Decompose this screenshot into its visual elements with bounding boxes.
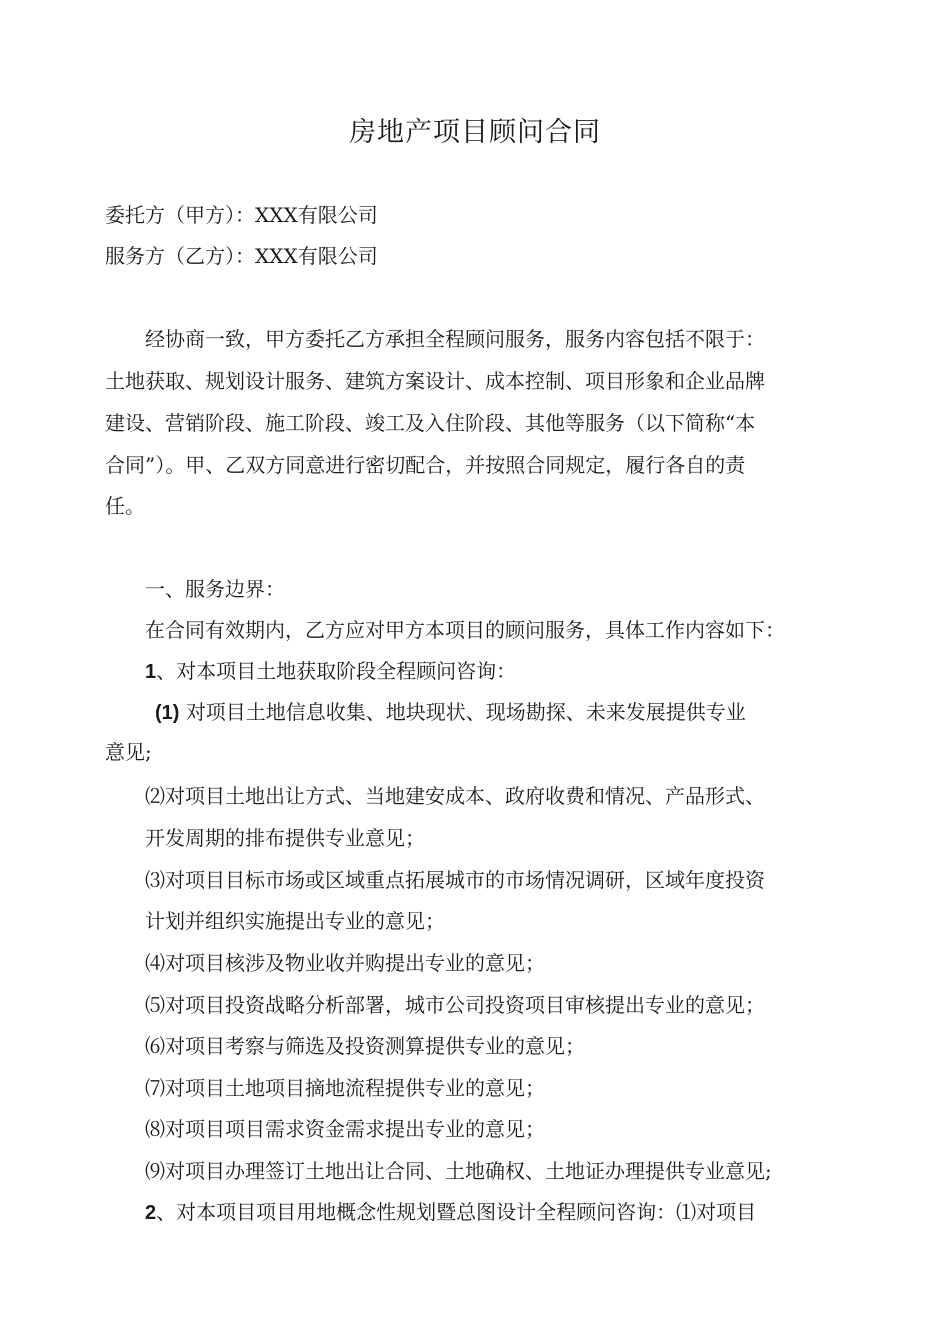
sub-item-5: ⑸对项目投资战略分析部署，城市公司投资项目审核提出专业的意见； xyxy=(145,993,765,1017)
sub-item-8: ⑻对项目项目需求资金需求提出专业的意见； xyxy=(145,1117,545,1141)
item-1-text: 、对本项目土地获取阶段全程顾问咨询： xyxy=(156,659,517,683)
item-1-number: 1 xyxy=(145,661,157,683)
sub-item-1 xyxy=(155,697,746,728)
sub-item-2: ⑵对项目土地出让方式、当地建安成本、政府收费和情况、产品形式、 xyxy=(145,784,765,808)
intro-line-1: 经协商一致，甲方委托乙方承担全程顾问服务，服务内容包括不限于： xyxy=(145,327,765,351)
section-lead: 在合同有效期内，乙方应对甲方本项目的顾问服务，具体工作内容如下： xyxy=(145,618,785,642)
item-2 xyxy=(145,1197,756,1228)
sub-item-7: ⑺对项目土地项目摘地流程提供专业的意见； xyxy=(145,1076,545,1100)
sub-item-1-text: 对项目土地信息收集、地块现状、现场勘探、未来发展提供专业 xyxy=(185,700,746,724)
sub-item-9: ⑼对项目办理签订土地出让合同、土地确权、土地证办理提供专业意见; xyxy=(145,1159,772,1183)
sub-item-1-continued: 意见; xyxy=(105,740,152,764)
intro-line-4: 合同”）。甲、乙双方同意进行密切配合，并按照合同规定，履行各自的责 xyxy=(105,453,746,477)
client-party: 委托方（甲方）：XXX有限公司 xyxy=(105,203,378,227)
item-2-text: 、对本项目项目用地概念性规划暨总图设计全程顾问咨询：⑴对项目 xyxy=(156,1200,757,1224)
intro-line-5: 任。 xyxy=(105,494,145,518)
sub-item-3-continued: 计划并组织实施提出专业的意见； xyxy=(145,909,445,933)
sub-item-1-number: (1) xyxy=(155,702,180,724)
document-title: 房地产项目顾问合同 xyxy=(349,117,601,148)
sub-item-4: ⑷对项目核涉及物业收并购提出专业的意见； xyxy=(145,951,545,975)
item-1 xyxy=(145,656,516,687)
intro-line-2: 土地获取、规划设计服务、建筑方案设计、成本控制、项目形象和企业品牌 xyxy=(105,369,765,393)
sub-item-2-continued: 开发周期的排布提供专业意见； xyxy=(145,826,425,850)
sub-item-6: ⑹对项目考察与筛选及投资测算提供专业的意见； xyxy=(145,1034,585,1058)
item-2-number: 2 xyxy=(145,1202,157,1224)
provider-party: 服务方（乙方）：XXX有限公司 xyxy=(105,244,378,268)
intro-line-3: 建设、营销阶段、施工阶段、竣工及入住阶段、其他等服务（以下简称“本 xyxy=(105,411,756,435)
section-heading: 一、服务边界： xyxy=(145,577,285,601)
sub-item-3: ⑶对项目目标市场或区域重点拓展城市的市场情况调研，区域年度投资 xyxy=(145,868,765,892)
